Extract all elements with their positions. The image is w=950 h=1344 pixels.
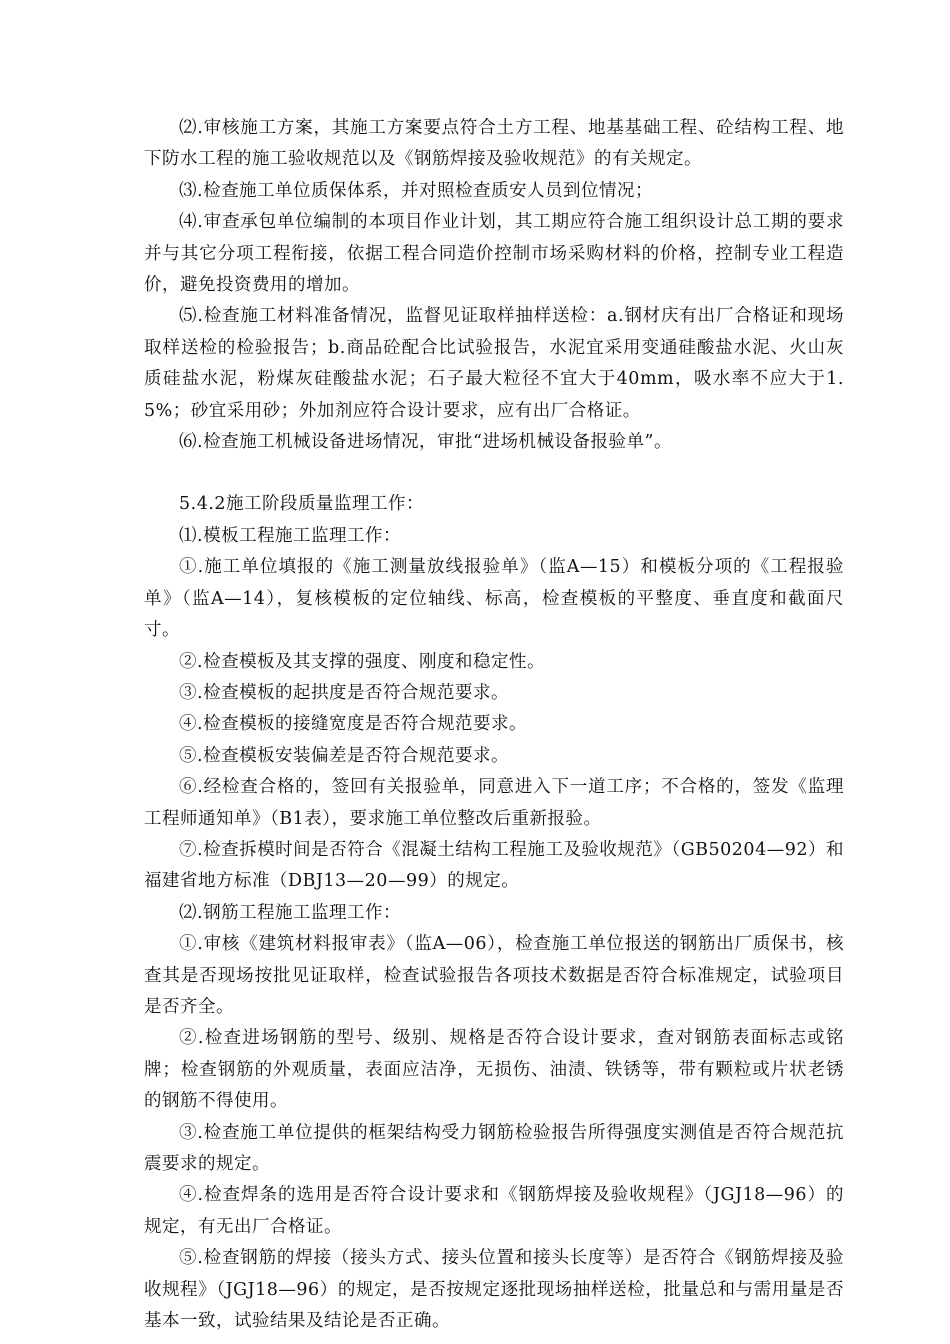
paragraph: ④.检查焊条的选用是否符合设计要求和《钢筋焊接及验收规程》（JGJ18—96）的规定，有无出厂合格证。 <box>144 1185 844 1237</box>
paragraph: ⑥.经检查合格的，签回有关报验单，同意进入下一道工序；不合格的，签发《监理工程师通知单》（B1表），要求施工单位整改后重新报验。 <box>144 777 844 829</box>
document-body <box>144 113 844 1337</box>
paragraph: ②.检查模板及其支撑的强度、刚度和稳定性。 <box>179 651 546 672</box>
paragraph: ⑤.检查钢筋的焊接（接头方式、接头位置和接头长度等）是否符合《钢筋焊接及验收规程》（JGJ18—96）的规定，是否按规定逐批现场抽样送检，批量总和与需用量是否基本一致，试验结果及结论是否正确。 <box>144 1248 844 1332</box>
paragraph: ⑷.审查承包单位编制的本项目作业计划，其工期应符合施工组织设计总工期的要求并与其它分项工程衔接，依据工程合同造价控制市场采购材料的价格，控制专业工程造价，避免投资费用的增加。 <box>144 212 844 296</box>
paragraph: ⑶.检查施工单位质保体系，并对照检查质安人员到位情况； <box>179 180 654 201</box>
blank-line <box>144 458 844 489</box>
paragraph: ④.检查模板的接缝宽度是否符合规范要求。 <box>179 714 528 735</box>
paragraph: ③.检查模板的起拱度是否符合规范要求。 <box>179 682 510 703</box>
paragraph: ⑦.检查拆模时间是否符合《混凝土结构工程施工及验收规范》（GB50204—92）和福建省地方标准（DBJ13—20—99）的规定。 <box>144 839 844 892</box>
section-heading: 5.4.2施工阶段质量监理工作： <box>179 494 425 515</box>
paragraph: ⑸.检查施工材料准备情况，监督见证取样抽样送检：a.钢材庆有出厂合格证和现场取样送检的检验报告；b.商品砼配合比试验报告，水泥宜采用变通硅酸盐水泥、火山灰质硅盐水泥，粉煤灰硅酸盐水泥；石子最大粒径不宜大于40mm，吸水率不应大于1.5%；砂宜采用砂；外加剂应符合设计要求，应有出厂合格证。 <box>144 306 844 421</box>
paragraph: ⑤.检查模板安装偏差是否符合规范要求。 <box>179 745 510 766</box>
paragraph: ①.审核《建筑材料报审表》（监A—06），检查施工单位报送的钢筋出厂质保书，核查其是否现场按批见证取样，检查试验报告各项技术数据是否符合标准规定，试验项目是否齐全。 <box>144 934 844 1017</box>
paragraph: ②.检查进场钢筋的型号、级别、规格是否符合设计要求，查对钢筋表面标志或铭牌；检查钢筋的外观质量，表面应洁净，无损伤、油渍、铁锈等，带有颗粒或片状老锈的钢筋不得使用。 <box>144 1028 844 1112</box>
paragraph: ①.施工单位填报的《施工测量放线报验单》（监A—15）和模板分项的《工程报验单》（监A—14），复核模板的定位轴线、标高，检查模板的平整度、垂直度和截面尺寸。 <box>144 557 844 641</box>
paragraph: ⑵.审核施工方案，其施工方案要点符合土方工程、地基基础工程、砼结构工程、地下防水工程的施工验收规范以及《钢筋焊接及验收规范》的有关规定。 <box>144 118 844 170</box>
paragraph: ⑹.检查施工机械设备进场情况，审批“进场机械设备报验单”。 <box>179 432 672 453</box>
paragraph: ⑴.模板工程施工监理工作： <box>179 525 402 546</box>
paragraph: ③.检查施工单位提供的框架结构受力钢筋检验报告所得强度实测值是否符合规范抗震要求的规定。 <box>144 1122 844 1174</box>
paragraph: ⑵.钢筋工程施工监理工作： <box>179 902 402 923</box>
